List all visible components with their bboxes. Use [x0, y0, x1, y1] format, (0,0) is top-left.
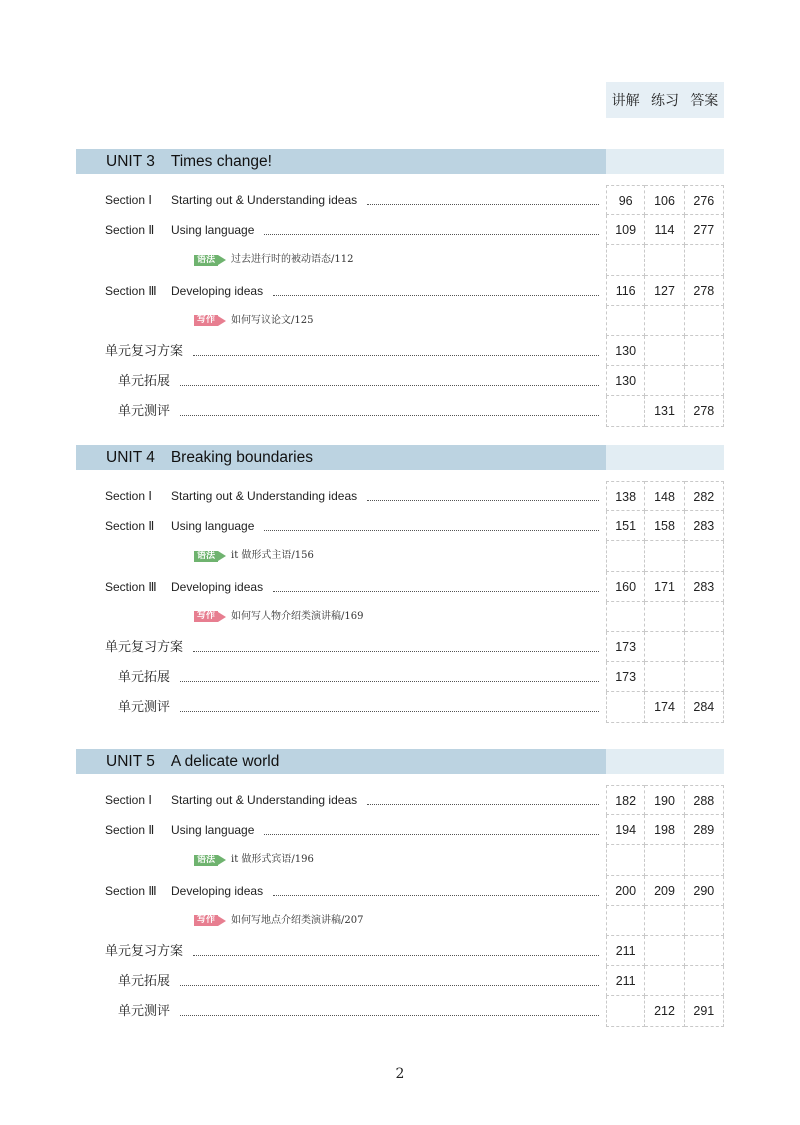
arrow-icon	[218, 255, 226, 265]
dot-leader	[180, 681, 599, 682]
page-cell-practice: 131	[645, 396, 684, 426]
entry-label	[105, 632, 183, 662]
page-number: 2	[395, 1066, 405, 1082]
unit-header	[76, 149, 724, 174]
page-cell-explain: 200	[606, 876, 645, 906]
toc-entry-row[interactable]	[76, 481, 724, 511]
entry-title: 单元拓展	[118, 669, 171, 685]
entry-label	[105, 876, 263, 906]
page-cell-practice	[645, 966, 684, 996]
page-cells	[606, 511, 724, 541]
page-cell-explain: 116	[606, 276, 645, 306]
page-cell-practice	[645, 245, 684, 275]
page-cell-practice: 114	[645, 215, 684, 245]
entry-label	[105, 815, 254, 845]
grammar-tag: 语法	[194, 855, 218, 866]
section-number: Section Ⅰ	[105, 793, 152, 807]
column-header-practice: 练习	[650, 92, 679, 108]
page-cells	[606, 692, 724, 722]
page-cells	[606, 662, 724, 692]
toc-note-row	[76, 845, 724, 875]
page-cell-explain	[606, 245, 645, 275]
entry-label	[118, 996, 170, 1026]
section-number: Section Ⅰ	[105, 489, 152, 503]
page-cell-explain: 173	[606, 662, 645, 692]
page-cells	[606, 185, 724, 215]
page-cell-answer: 284	[685, 692, 724, 722]
unit-number: UNIT 4	[106, 449, 155, 466]
sub-topic-note	[194, 541, 314, 571]
dot-leader	[180, 1015, 599, 1016]
page-cell-practice	[645, 366, 684, 396]
dot-leader	[264, 234, 599, 235]
page-cell-practice	[645, 906, 684, 936]
page-cells	[606, 785, 724, 815]
page-cell-explain: 151	[606, 511, 645, 541]
writing-tag: 写作	[194, 315, 218, 326]
page-cell-practice	[645, 541, 684, 571]
page-cells	[606, 215, 724, 245]
entry-label	[105, 511, 254, 541]
dot-leader	[180, 711, 599, 712]
dot-leader	[273, 295, 599, 296]
page-cell-answer: 291	[685, 996, 724, 1026]
dot-leader	[180, 985, 599, 986]
page-cells	[606, 632, 724, 662]
toc-entry-row[interactable]	[76, 876, 724, 906]
entry-label	[105, 185, 357, 215]
section-number: Section Ⅲ	[105, 883, 157, 898]
page-cell-explain: 96	[606, 185, 645, 215]
unit-header-band-right	[606, 149, 724, 174]
page-cell-practice	[645, 936, 684, 966]
unit-title	[106, 445, 313, 470]
section-number: Section Ⅲ	[105, 579, 157, 594]
toc-entry-row[interactable]	[76, 785, 724, 815]
section-number: Section Ⅱ	[105, 519, 155, 534]
toc-entry-row[interactable]	[76, 366, 724, 396]
toc-entry-row[interactable]	[76, 996, 724, 1026]
entry-title: 单元复习方案	[105, 638, 184, 654]
page-cell-practice	[645, 845, 684, 875]
toc-entry-row[interactable]	[76, 662, 724, 692]
page-cell-explain	[606, 845, 645, 875]
page-cell-practice	[645, 632, 684, 662]
page-cell-answer: 277	[685, 215, 724, 245]
page-cell-explain: 194	[606, 815, 645, 845]
section-number: Section Ⅰ	[105, 193, 152, 207]
column-header-answers: 答案	[690, 92, 719, 108]
entry-label	[105, 936, 183, 966]
page-cell-explain	[606, 306, 645, 336]
arrow-icon	[218, 916, 226, 926]
page-cells	[606, 572, 724, 602]
dot-leader	[273, 895, 599, 896]
page-cell-answer: 278	[685, 276, 724, 306]
page-cell-answer	[685, 662, 724, 692]
page-cells	[606, 276, 724, 306]
toc-entry-row[interactable]	[76, 276, 724, 306]
page-cell-answer	[685, 602, 724, 632]
section-title: Using language	[171, 519, 255, 534]
dot-leader	[180, 415, 599, 416]
grammar-tag: 语法	[194, 255, 218, 266]
section-number: Section Ⅱ	[105, 823, 155, 838]
page-cells	[606, 336, 724, 366]
sub-topic-note	[194, 602, 363, 632]
arrow-icon	[218, 316, 226, 326]
column-header	[606, 82, 724, 118]
unit-header-band-right	[606, 749, 724, 774]
page-cell-practice: 106	[645, 185, 684, 215]
page-cell-explain: 138	[606, 481, 645, 511]
section-title: Developing ideas	[171, 883, 264, 898]
section-number: Section Ⅱ	[105, 223, 155, 238]
sub-topic-note	[194, 245, 353, 275]
page-cell-practice	[645, 336, 684, 366]
page-cell-explain	[606, 996, 645, 1026]
page-cells	[606, 396, 724, 426]
page-cells	[606, 602, 724, 632]
page-cell-practice	[645, 662, 684, 692]
page-cell-explain: 109	[606, 215, 645, 245]
toc-entry-row[interactable]	[76, 966, 724, 996]
page-cell-practice: 190	[645, 785, 684, 815]
dot-leader	[193, 651, 599, 652]
writing-tag: 写作	[194, 915, 218, 926]
page-cell-answer	[685, 906, 724, 936]
page-cell-answer: 288	[685, 785, 724, 815]
note-text: 如何写地点介绍类演讲稿/207	[231, 914, 364, 926]
page-cells	[606, 996, 724, 1026]
page-cell-answer	[685, 306, 724, 336]
dot-leader	[367, 804, 599, 805]
note-text: it 做形式主语/156	[231, 550, 314, 562]
page-cell-practice: 127	[645, 276, 684, 306]
entry-label	[105, 336, 183, 366]
page-cell-answer	[685, 936, 724, 966]
unit-block	[76, 445, 724, 715]
unit-title	[106, 749, 279, 774]
page-cell-practice	[645, 602, 684, 632]
page-cell-explain: 211	[606, 966, 645, 996]
entry-title: 单元复习方案	[105, 342, 184, 358]
page-cells	[606, 815, 724, 845]
page-cell-answer	[685, 966, 724, 996]
entry-label	[118, 692, 170, 722]
arrow-icon	[218, 855, 226, 865]
page-cell-explain: 182	[606, 785, 645, 815]
page-cell-explain: 160	[606, 572, 645, 602]
page-cells	[606, 845, 724, 875]
entry-title: 单元拓展	[118, 373, 171, 389]
section-title: Developing ideas	[171, 579, 264, 594]
toc-entry-row[interactable]	[76, 692, 724, 722]
page-cell-practice: 171	[645, 572, 684, 602]
dot-leader	[264, 530, 599, 531]
toc-entry-row[interactable]	[76, 815, 724, 845]
entry-title: 单元测评	[118, 403, 171, 419]
unit-title	[106, 149, 272, 174]
toc-entry-row[interactable]	[76, 572, 724, 602]
sub-topic-note	[194, 845, 314, 875]
page-cell-practice: 158	[645, 511, 684, 541]
page-cell-answer: 290	[685, 876, 724, 906]
entry-label	[105, 481, 357, 511]
unit-number: UNIT 3	[106, 153, 155, 170]
page-cells	[606, 876, 724, 906]
section-title: Developing ideas	[171, 283, 264, 298]
section-title: Starting out & Understanding ideas	[171, 489, 358, 503]
entry-title: 单元拓展	[118, 973, 171, 989]
arrow-icon	[218, 612, 226, 622]
page-cell-answer: 278	[685, 396, 724, 426]
section-title: Using language	[171, 823, 255, 838]
unit-header	[76, 445, 724, 470]
sub-topic-note	[194, 906, 363, 936]
page-cells	[606, 966, 724, 996]
entry-label	[118, 396, 170, 426]
toc-entry-row[interactable]	[76, 936, 724, 966]
page-cell-explain	[606, 602, 645, 632]
unit-rows	[76, 481, 724, 723]
page-cells	[606, 481, 724, 511]
toc-note-row	[76, 602, 724, 632]
dot-leader	[264, 834, 599, 835]
toc-note-row	[76, 541, 724, 571]
writing-tag: 写作	[194, 611, 218, 622]
page-cell-answer	[685, 336, 724, 366]
toc-entry-row[interactable]	[76, 185, 724, 215]
toc-note-row	[76, 906, 724, 936]
entry-label	[105, 215, 254, 245]
dot-leader	[193, 355, 599, 356]
toc-entry-row[interactable]	[76, 511, 724, 541]
entry-label	[105, 572, 263, 602]
arrow-icon	[218, 551, 226, 561]
page-cells	[606, 906, 724, 936]
page-cell-explain: 130	[606, 366, 645, 396]
section-number: Section Ⅲ	[105, 283, 157, 298]
entry-title: 单元测评	[118, 1003, 171, 1019]
entry-label	[105, 785, 357, 815]
toc-entry-row[interactable]	[76, 632, 724, 662]
page-cell-explain	[606, 692, 645, 722]
page-cell-explain	[606, 541, 645, 571]
unit-block	[76, 149, 724, 419]
page-cells	[606, 366, 724, 396]
dot-leader	[180, 385, 599, 386]
note-text: 过去进行时的被动语态/112	[231, 254, 354, 266]
toc-entry-row[interactable]	[76, 215, 724, 245]
entry-label	[118, 966, 170, 996]
page-cell-explain	[606, 906, 645, 936]
page-cell-answer: 276	[685, 185, 724, 215]
page-cells	[606, 306, 724, 336]
page-cell-practice: 209	[645, 876, 684, 906]
unit-rows	[76, 185, 724, 427]
note-text: 如何写人物介绍类演讲稿/169	[231, 610, 364, 622]
page-cell-answer	[685, 541, 724, 571]
page-cell-practice: 198	[645, 815, 684, 845]
page-cell-explain	[606, 396, 645, 426]
unit-block	[76, 749, 724, 1019]
page-cell-answer	[685, 632, 724, 662]
unit-header-band-right	[606, 445, 724, 470]
page-cell-practice	[645, 306, 684, 336]
entry-title: 单元复习方案	[105, 942, 184, 958]
unit-name: Breaking boundaries	[170, 449, 313, 466]
page-cell-explain: 130	[606, 336, 645, 366]
note-text: 如何写议论文/125	[231, 314, 314, 326]
page-cells	[606, 245, 724, 275]
page-cell-answer: 282	[685, 481, 724, 511]
entry-label	[105, 276, 263, 306]
unit-header	[76, 749, 724, 774]
entry-title: 单元测评	[118, 699, 171, 715]
page-cell-practice: 174	[645, 692, 684, 722]
page-cell-answer: 283	[685, 572, 724, 602]
page-cells	[606, 936, 724, 966]
section-title: Starting out & Understanding ideas	[171, 793, 358, 807]
toc-entry-row[interactable]	[76, 396, 724, 426]
page-cell-answer: 283	[685, 511, 724, 541]
page-cell-answer	[685, 845, 724, 875]
grammar-tag: 语法	[194, 551, 218, 562]
section-title: Using language	[171, 223, 255, 238]
page-cells	[606, 541, 724, 571]
toc-note-row	[76, 245, 724, 275]
sub-topic-note	[194, 306, 313, 336]
page-cell-practice: 212	[645, 996, 684, 1026]
page-cell-answer	[685, 366, 724, 396]
dot-leader	[193, 955, 599, 956]
page-cell-answer	[685, 245, 724, 275]
toc-entry-row[interactable]	[76, 336, 724, 366]
unit-name: A delicate world	[170, 753, 280, 770]
toc-note-row	[76, 306, 724, 336]
unit-number: UNIT 5	[106, 753, 155, 770]
page-cell-practice: 148	[645, 481, 684, 511]
page-cell-answer: 289	[685, 815, 724, 845]
column-header-explain: 讲解	[611, 92, 640, 108]
dot-leader	[273, 591, 599, 592]
unit-rows	[76, 785, 724, 1027]
unit-name: Times change!	[170, 153, 272, 170]
section-title: Starting out & Understanding ideas	[171, 193, 358, 207]
dot-leader	[367, 204, 599, 205]
note-text: it 做形式宾语/196	[231, 854, 314, 866]
dot-leader	[367, 500, 599, 501]
page-cell-explain: 211	[606, 936, 645, 966]
page-cell-explain: 173	[606, 632, 645, 662]
entry-label	[118, 662, 170, 692]
entry-label	[118, 366, 170, 396]
